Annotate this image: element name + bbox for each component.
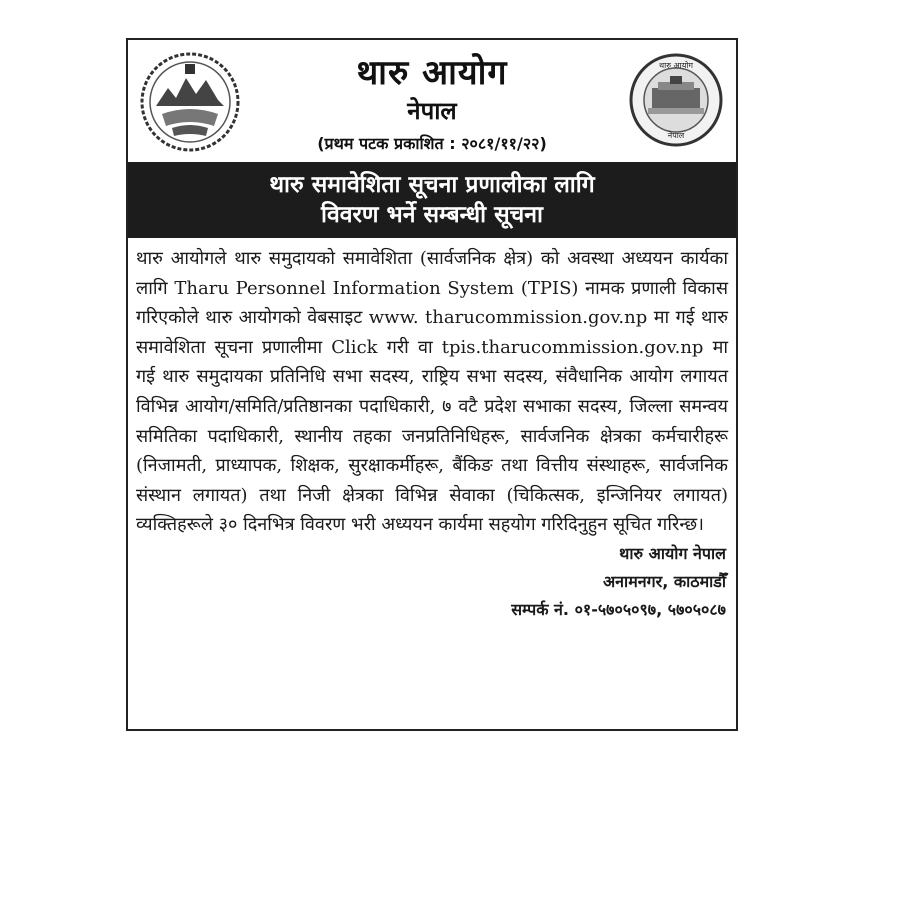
notice-header — [128, 40, 736, 162]
banner-line-2: विवरण भर्ने सम्बन्धी सूचना — [320, 202, 544, 228]
signature-address: अनामनगर, काठमाडौँ — [602, 571, 726, 591]
signature-block — [128, 540, 736, 624]
page-title: थारु आयोग — [356, 53, 508, 93]
signature-org: थारु आयोग नेपाल — [619, 543, 726, 563]
notice-banner — [128, 162, 736, 238]
signature-contact: सम्पर्क नं. ०१-५७०५०९७, ५७०५०८७ — [511, 599, 726, 619]
seal-text-top: थारु आयोग — [659, 61, 693, 70]
seal-text-bottom: नेपाल — [667, 131, 685, 140]
tharu-commission-seal-icon — [628, 52, 724, 148]
banner-line-1: थारु समावेशिता सूचना प्रणालीका लागि — [269, 172, 595, 198]
published-date: (प्रथम पटक प्रकाशित : २०८१/११/२२) — [317, 134, 547, 153]
page-subtitle: नेपाल — [407, 97, 457, 125]
notice-box — [126, 38, 738, 731]
notice-body: थारु आयोगले थारु समुदायको समावेशिता (सार्वजनिक क्षेत्र) को अवस्था अध्ययन कार्यका लागि Tharu Personnel Information System (TPIS) नामक प्रणाली विकास गरिएकोले थारु आयोगको वेबसाइट www. tharucommission.gov.np मा गई थारु समावेशिता सूचना प्रणालीमा Click गरी वा tpis.tharucommission.gov.np मा गई थारु समुदायका प्रतिनिधि सभा सदस्य, राष्ट्रिय सभा सदस्य, संवैधानिक आयोग लगायत विभिन्न आयोग/समिति/प्रतिष्ठानका पदाधिकारी, ७ वटै प्रदेश सभाका सदस्य, जिल्ला समन्वय समितिका पदाधिकारी, स्थानीय तहका जनप्रतिनिधिहरू, सार्वजनिक क्षेत्रका कर्मचारीहरू (निजामती, प्राध्यापक, शिक्षक, सुरक्षाकर्मीहरू, बैंकिङ तथा वित्तीय संस्थाहरू, सार्वजनिक संस्थान लगायत) तथा निजी क्षेत्रका विभिन्न सेवाका (चिकित्सक, इन्जिनियर लगायत) व्यक्तिहरूले ३० दिनभित्र विवरण भरी अध्ययन कार्यमा सहयोग गरिदिनुहुन सूचित गरिन्छ। — [136, 248, 728, 536]
